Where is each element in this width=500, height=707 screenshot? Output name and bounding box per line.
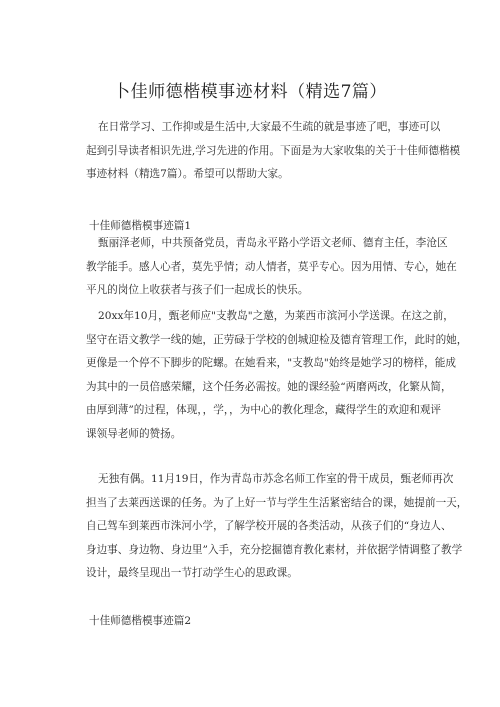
paragraph-line: 无独有偶。11月19日，作为青岛市苏念名师工作室的骨干成员，甄老师再次	[98, 473, 454, 485]
paragraph-line: 为其中的一员倍感荣耀，这个任务必需按。她的课经验“两磨两改，化繁从简，	[86, 380, 452, 393]
paragraph-line: 平凡的岗位上收获者与孩子们一起成长的快乐。	[86, 284, 309, 296]
paragraph-line: 坚守在语文教学一线的她，正劳碌于学校的创城迎检及德育管理工作，此时的她，	[86, 333, 468, 346]
paragraph-line: 担当了去莱西送课的任务。为了上好一节与学生生活紧密结合的课，她提前一天，	[86, 496, 468, 509]
section-heading-2: 十佳师德楷模事迹篇2	[89, 615, 192, 627]
paragraph-line: 设计，最终呈现出一节打动学生心的思政课。	[86, 567, 298, 579]
paragraph-line: 更像是一个停不下脚步的陀螺。在她看来，"支教岛"始终是她学习的榜样，能成	[86, 357, 456, 369]
paragraph-line: 课领导老师的赞扬。	[86, 427, 182, 440]
section-heading-1: 十佳师德楷模事迹篇1	[89, 220, 192, 232]
paragraph-2	[86, 305, 468, 446]
paragraph-line: 甄丽泽老师，中共预备党员，青岛永平路小学语文老师、德育主任，李沧区	[98, 237, 448, 249]
paragraph-line: 自己驾车到莱西市洙河小学，了解学校开展的各类活动，从孩子们的“身边人、	[86, 520, 452, 532]
intro-line: 事迹材料（精选7篇）。希望可以帮助大家。	[86, 168, 289, 180]
intro-line: 在日常学习、工作抑或是生活中,大家最不生疏的就是事迹了吧，事迹可以	[98, 121, 441, 133]
paragraph-1	[86, 232, 457, 303]
intro-line: 起到引导读者相识先进,学习先进的作用。下面是为大家收集的关于十佳师德楷模	[86, 144, 461, 157]
intro-paragraph	[86, 116, 461, 187]
document-title: 卜佳师德楷模事迹材料（精选7篇）	[113, 82, 387, 102]
paragraph-3	[86, 468, 468, 586]
paragraph-line: 教学能手。感人心者，莫先乎情；动人情者，莫乎专心。因为用情、专心，她在	[86, 260, 457, 273]
paragraph-line: 20xx年10月，甄老师应"支教岛"之邀，为莱西市滨河小学送课。在这之前，	[98, 310, 454, 322]
paragraph-line: 身边事、身边物、身边里”入手，充分挖掘德育教化素材，并依据学情调整了教学	[86, 543, 463, 556]
paragraph-line: 由厚到薄”的过程，体现，，学，，为中心的教化理念，藏得学生的欢迎和观评	[86, 404, 442, 416]
